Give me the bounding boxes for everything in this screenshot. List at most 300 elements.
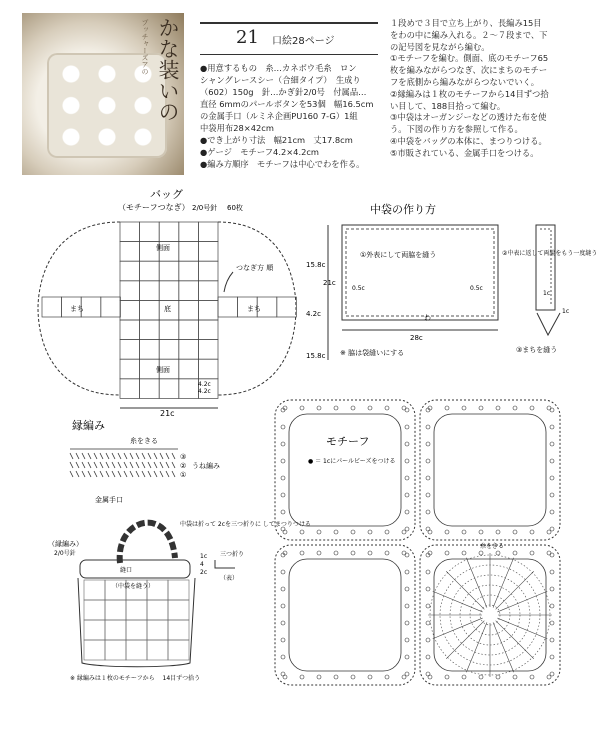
motif-square-inner (289, 414, 401, 526)
gusset-cell-left (42, 297, 62, 317)
edging-stitch (106, 471, 109, 477)
edging-stitch (88, 453, 91, 459)
motif-picot (317, 551, 321, 555)
edging-stitch (76, 453, 79, 459)
bag-motif-cell (120, 222, 140, 242)
edging-row-3: ③ (180, 453, 187, 461)
motif-picot (281, 604, 285, 608)
edging-stitch-chart (70, 449, 178, 477)
bag-motif-cell (179, 242, 199, 262)
motif-picot (385, 675, 389, 679)
edging-stitch (118, 453, 121, 459)
lining-step2-measure: 1c (543, 290, 551, 297)
materials-line: ●編み方順序 モチーフは中心でわを作る。 (200, 159, 365, 169)
photo-caption: プッチャーズアの (141, 19, 149, 75)
finished-bag-diagram (40, 488, 311, 698)
edging-stitch (112, 462, 115, 468)
edging-stitch (106, 462, 109, 468)
motif-picot (426, 510, 430, 514)
edging-stitch (154, 453, 157, 459)
motif-picot (351, 551, 355, 555)
motif-picot (550, 493, 554, 497)
edging-stitch (142, 471, 145, 477)
motif-picot (426, 527, 430, 531)
motif-picot (281, 672, 285, 676)
edging-stitch (106, 453, 109, 459)
bag-motif-cell (159, 320, 179, 340)
finished-cell (147, 620, 168, 640)
motif-picot (530, 551, 534, 555)
label-side-back: 側面 (156, 366, 170, 374)
bag-motif-cell (198, 340, 218, 360)
motif-picot (317, 530, 321, 534)
motif-picot (281, 510, 285, 514)
motif-picot (550, 604, 554, 608)
motif-picot (385, 406, 389, 410)
bag-motif-cell (198, 359, 218, 379)
edging-stitch (160, 471, 163, 477)
lining-fabric (342, 225, 498, 320)
motif-picot (426, 587, 430, 591)
edging-stitch (118, 462, 121, 468)
edging-stitch (166, 453, 169, 459)
instruction-line: の記号図を見ながら編む。 (390, 41, 490, 52)
edging-stitch (94, 462, 97, 468)
motif-picot (334, 551, 338, 555)
motif-picot (462, 406, 466, 410)
bag-motif-cell (140, 300, 160, 320)
fold-label: 三つ折り (220, 551, 245, 558)
edging-row-1: ① (180, 471, 187, 479)
edging-label-finished: （縁編み） (48, 540, 83, 548)
motif-picot (426, 672, 430, 676)
lining-height-top: 15.8c (306, 261, 326, 269)
motif-picot (426, 604, 430, 608)
bag-motif-cell (179, 261, 199, 281)
motif-picot (405, 672, 409, 676)
measure-4: （表） (220, 575, 239, 582)
edging-stitch (160, 462, 163, 468)
motif-picot (405, 570, 409, 574)
motif-picot (351, 406, 355, 410)
edging-stitch (82, 471, 85, 477)
label-gusset-right: まち (247, 305, 261, 313)
materials-line: ●ゲージ モチーフ4.2×4.2cm (200, 147, 320, 157)
motif-picot (479, 406, 483, 410)
motif-picot (550, 587, 554, 591)
top-label: 縫口 (120, 567, 133, 574)
measure-3: 2c (200, 569, 208, 576)
motif-chart (270, 395, 570, 700)
motif-picot (530, 406, 534, 410)
label-join-order: つなぎ方 順 (236, 264, 274, 272)
instruction-line: ④中袋をバッグの本体に、まつりつける。 (390, 135, 547, 146)
bag-width: 21c (160, 409, 175, 418)
motif-picot (445, 406, 449, 410)
bag-diagram (0, 180, 300, 420)
bag-motif-cell (120, 242, 140, 262)
instructions-block (390, 18, 590, 160)
motif-picot (426, 493, 430, 497)
pattern-number: 21 (236, 27, 259, 48)
edging-stitch (148, 453, 151, 459)
finished-cell (147, 600, 168, 620)
motif-picot (547, 551, 551, 555)
edging-stitch (70, 462, 73, 468)
edging-stitch (154, 462, 157, 468)
motif-title: モチーフ (326, 435, 370, 448)
motif-start-label: 糸をきる (480, 543, 505, 550)
instruction-line: １段めで３目で立ち上がり、長編み15目 (390, 18, 542, 28)
motif-picot (334, 530, 338, 534)
motif-picot (550, 527, 554, 531)
finished-cell (147, 640, 168, 660)
finished-cell (168, 580, 189, 600)
lining-step3: ③まちを縫う (516, 346, 558, 354)
instruction-line: ①モチーフを編む。側面、底のモチーフ65 (390, 53, 549, 64)
finished-cell (105, 600, 126, 620)
motif-picot (479, 551, 483, 555)
motif-picot (550, 459, 554, 463)
materials-line: （602）150g 針…かぎ針2/0号 付属品… (200, 87, 367, 97)
bag-motif-cell (198, 281, 218, 301)
motif-picot (281, 442, 285, 446)
bag-motif-cell (198, 320, 218, 340)
motif-picot (405, 442, 409, 446)
bag-motif-cell (120, 300, 140, 320)
motif-square-outline (275, 400, 415, 540)
edging-diagram (50, 415, 250, 485)
motif-picot (405, 638, 409, 642)
edging-stitch (130, 453, 133, 459)
lining-note: ※ 脇は袋縫いにする (340, 349, 405, 357)
finished-cell (168, 600, 189, 620)
measure-2: 4 (200, 561, 204, 568)
motif-square-inner (289, 559, 401, 671)
bag-handle (120, 523, 175, 563)
bag-motif-cell (179, 222, 199, 242)
motif-picot (368, 406, 372, 410)
motif-picot (405, 459, 409, 463)
edging-stitch (70, 471, 73, 477)
motif-picot (496, 530, 500, 534)
motif-picot (426, 459, 430, 463)
bag-motif-cell (198, 242, 218, 262)
edging-stitch (100, 453, 103, 459)
motif-picot (513, 551, 517, 555)
edging-stitch (136, 453, 139, 459)
bag-motif-cell (198, 300, 218, 320)
bag-motif-cell (179, 340, 199, 360)
motif-picot (513, 675, 517, 679)
motif-picot (402, 551, 406, 555)
edging-stitch (172, 453, 175, 459)
edging-stitch (112, 471, 115, 477)
motif-picot (385, 530, 389, 534)
edging-stitch (166, 471, 169, 477)
motif-picot (479, 675, 483, 679)
motif-picot (426, 442, 430, 446)
motif-picot (530, 675, 534, 679)
motif-picot (281, 459, 285, 463)
motif-picot (496, 551, 500, 555)
pattern-header (200, 22, 378, 55)
bag-motif-cell (198, 261, 218, 281)
bag-motif-cell (140, 261, 160, 281)
lining-fold: わ (424, 314, 431, 322)
finished-cell (84, 620, 105, 640)
label-side-front: 側面 (156, 244, 170, 252)
lining-step3-measure: 1c (562, 308, 570, 315)
edging-stitch (172, 471, 175, 477)
edging-stitch (82, 453, 85, 459)
motif-picot (368, 551, 372, 555)
bag-motif-cell (140, 340, 160, 360)
motif-picot (351, 530, 355, 534)
edging-stitch (82, 462, 85, 468)
motif-picot (550, 476, 554, 480)
instruction-line: い目して、188目拾って編む。 (390, 100, 506, 111)
bag-motif-cell (159, 379, 179, 399)
gusset-cell-left (101, 297, 121, 317)
bag-rim (80, 560, 190, 578)
finished-cell (126, 640, 147, 660)
edging-stitch (118, 471, 121, 477)
bag-diagram-count: 60枚 (227, 204, 243, 212)
edging-stitch (100, 462, 103, 468)
motif-picot (385, 551, 389, 555)
join-arrow (224, 272, 233, 292)
finished-cell (168, 620, 189, 640)
edging-stitch (142, 462, 145, 468)
motif-picot (462, 551, 466, 555)
motif-detail (428, 553, 552, 677)
bag-motif-cell (120, 359, 140, 379)
motif-picot (405, 527, 409, 531)
edging-stitch (94, 471, 97, 477)
photo-title: かな装いの (156, 17, 180, 122)
lining-title: 中袋の作り方 (370, 203, 436, 216)
bag-body (78, 578, 195, 667)
finished-cell (84, 580, 105, 600)
gusset-cell-left (81, 297, 101, 317)
instruction-line: 枚を編みながらつなぎ、次にまちのモチー (390, 65, 548, 76)
materials-line: の金属手口（ルミネ企画PU160 7-G）1組 (200, 111, 358, 121)
motif-picot (368, 530, 372, 534)
motif-picot (426, 425, 430, 429)
edging-stitch (154, 471, 157, 477)
bag-motif-cell (120, 379, 140, 399)
bag-motif-cell (159, 222, 179, 242)
motif-picot (445, 530, 449, 534)
motif-picot (405, 587, 409, 591)
motif-stitch-ray (497, 591, 547, 612)
motif-picot (405, 510, 409, 514)
bag-motif-cell (159, 281, 179, 301)
motif-picot (550, 570, 554, 574)
motif-picot (368, 675, 372, 679)
page-reference: 口絵28ページ (272, 36, 335, 47)
materials-line: ●用意するもの 糸…カネボウ毛糸 ロン (200, 63, 357, 73)
edging-stitch (142, 453, 145, 459)
materials-line: ●でき上がり寸法 幅21cm 丈17.8cm (200, 135, 353, 145)
motif-picot (550, 655, 554, 659)
edging-stitch (136, 462, 139, 468)
edging-stitch (124, 453, 127, 459)
lining-step3-shape (537, 313, 560, 335)
needle-label: 2/0号針 (54, 550, 76, 557)
finished-cell (105, 620, 126, 640)
bag-motif-cell (179, 281, 199, 301)
edging-stitch (166, 462, 169, 468)
edging-title: 縁編み (72, 419, 105, 432)
materials-line: 中袋用布28×42cm (200, 123, 274, 133)
edging-row-2: ② (180, 462, 187, 470)
bag-motif-cell (120, 340, 140, 360)
edging-stitch (100, 471, 103, 477)
bag-motif-cell (120, 320, 140, 340)
gusset-cell-right (277, 297, 297, 317)
motif-picot (479, 530, 483, 534)
instruction-line: ⑤市販されている、金属手口をつける。 (390, 147, 539, 158)
lining-diagram (300, 195, 601, 370)
motif-picot (281, 476, 285, 480)
bag-motif-cell (140, 281, 160, 301)
edging-stitch (136, 471, 139, 477)
lining-width: 28c (410, 334, 423, 342)
motif-stitch-ray (466, 558, 487, 608)
gusset-cell-right (218, 297, 238, 317)
motif-picot (281, 621, 285, 625)
bag-motif-cell (140, 222, 160, 242)
motif-picot (426, 476, 430, 480)
motif-picot (300, 530, 304, 534)
edging-label: うね編み (192, 462, 220, 470)
motif-picot (405, 425, 409, 429)
materials-line: 直径 6mmのパールボタンを53個 幅16.5cm (200, 99, 374, 109)
edging-stitch (88, 462, 91, 468)
bag-motif-cell (120, 281, 140, 301)
motif-picot (462, 530, 466, 534)
bag-motif-cell (159, 261, 179, 281)
finished-cell (84, 640, 105, 660)
lining-label: （中袋を縫う） (112, 583, 155, 590)
lining-seam (346, 229, 494, 316)
bag-motif-cell (120, 261, 140, 281)
edging-start: 糸をきる (130, 437, 158, 445)
motif-square-outline (420, 400, 560, 540)
motif-legend: ● ＝ 1cにパールビーズをつける (308, 458, 396, 465)
motif-picot (300, 406, 304, 410)
finished-cell (126, 620, 147, 640)
motif-picot (550, 621, 554, 625)
bag-motif-cell (179, 359, 199, 379)
lining-seam-right: 0.5c (470, 285, 483, 292)
motif-picot (513, 406, 517, 410)
motif-picot (334, 406, 338, 410)
lining-step1: ①外表にして両脇を縫う (360, 251, 437, 259)
motif-square-outline (275, 545, 415, 685)
bag-diagram-needle: 2/0号針 (192, 204, 218, 212)
measure-1: 1c (200, 553, 208, 560)
bag-motif-cell (179, 300, 199, 320)
bag-motif-cell (179, 320, 199, 340)
motif-picot (445, 551, 449, 555)
instruction-line: をわの中に編み入れる。２～７段まで、下 (390, 29, 548, 40)
bag-motif-cell (140, 320, 160, 340)
lining-height-mid: 21c (323, 279, 336, 287)
edging-stitch (76, 471, 79, 477)
motif-picot (462, 675, 466, 679)
finished-cell (126, 600, 147, 620)
motif-picot (281, 587, 285, 591)
materials-block (200, 62, 390, 170)
motif-picot (405, 604, 409, 608)
motif-square-inner (434, 414, 546, 526)
edging-stitch (124, 471, 127, 477)
instruction-line: う。下図の作り方を参照して作る。 (390, 124, 523, 135)
fold-diagram (215, 560, 235, 568)
motif-picot (281, 493, 285, 497)
finished-cell (168, 640, 189, 660)
motif-picot (426, 621, 430, 625)
motif-picot (530, 530, 534, 534)
motif-picot (550, 510, 554, 514)
product-photo (22, 13, 184, 175)
edging-stitch (112, 453, 115, 459)
edging-stitch (130, 471, 133, 477)
motif-picot (300, 675, 304, 679)
motif-picot (513, 530, 517, 534)
motif-picot (351, 675, 355, 679)
bag-motif-cell (198, 222, 218, 242)
edging-stitch (70, 453, 73, 459)
lining-step2: ②中表に返して両脇をもう一度縫う (502, 250, 598, 257)
instruction-line: ②縁編みは１枚のモチーフから14目ずつ拾 (390, 88, 549, 99)
motif-picot (281, 527, 285, 531)
bag-motif-cell (140, 379, 160, 399)
motif-picot (405, 621, 409, 625)
motif-picot (550, 672, 554, 676)
bag-diagram-subtitle: （モチーフつなぎ） (118, 203, 190, 212)
edging-stitch (76, 462, 79, 468)
cell-size-h: 4.2c (198, 388, 211, 395)
bag-diagram-title: バッグ (150, 188, 183, 201)
motif-stitch-ray (493, 558, 514, 608)
motif-picot (402, 406, 406, 410)
cell-size-w: 4.2c (198, 381, 211, 388)
motif-picot (426, 638, 430, 642)
bag-motif-cell (159, 340, 179, 360)
motif-picot (281, 425, 285, 429)
edging-stitch (94, 453, 97, 459)
motif-picot (317, 406, 321, 410)
motif-picot (281, 570, 285, 574)
motif-picot (550, 425, 554, 429)
lining-step2-shape (536, 225, 555, 310)
edging-stitch (172, 462, 175, 468)
motif-picot (317, 675, 321, 679)
motif-picot (281, 638, 285, 642)
motif-picot (550, 442, 554, 446)
edging-stitch (130, 462, 133, 468)
edging-stitch (160, 453, 163, 459)
motif-picot (550, 638, 554, 642)
finished-bag-grid (84, 580, 189, 660)
motif-picot (496, 675, 500, 679)
motif-picot (405, 655, 409, 659)
lining-gap: 4.2c (306, 310, 321, 318)
